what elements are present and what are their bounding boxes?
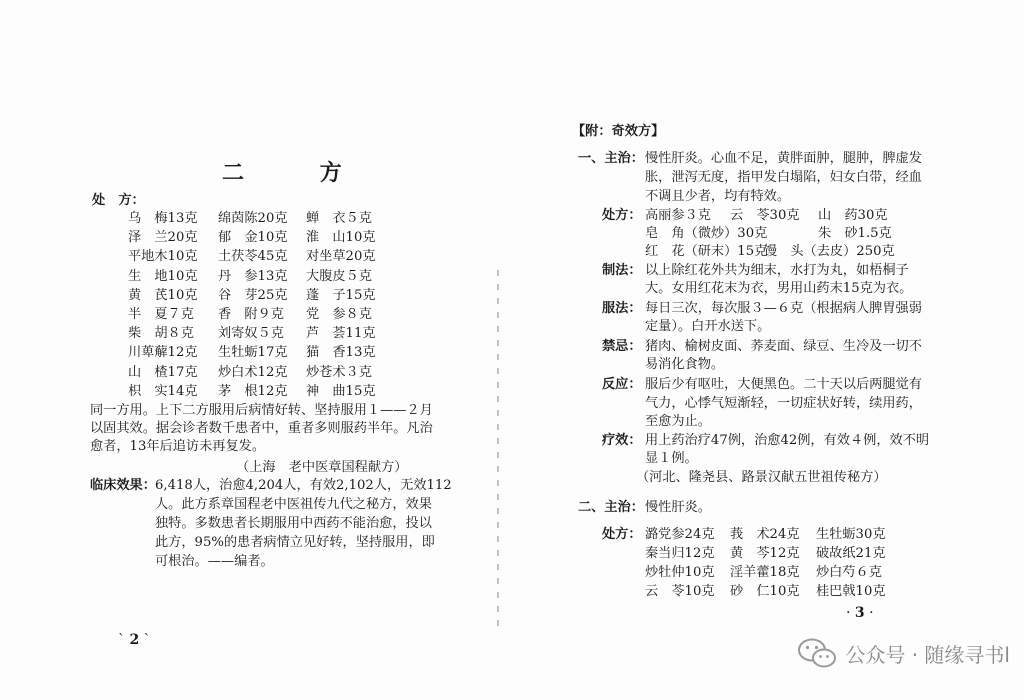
method-line: 以上除红花外共为细末，水打为丸，如梧桐子 [645,263,909,278]
prescription-label: 处 方： [92,193,145,208]
page-number: ` 2 ˋ [118,632,151,648]
herb-item: 泽 兰20克 [128,230,198,246]
herb-item: 莪 术24克 [730,527,800,542]
taboo-line: 猪肉、榆树皮面、荞麦面、绿豆、生冷及一切不 [645,339,922,354]
herb-item: 猫 香13克 [306,345,376,361]
herb-item: 黄 芪10克 [128,287,198,303]
left-page [0,0,505,700]
rx2-label: 处方： [602,527,642,542]
herb-item: 蝉 衣５克 [306,211,372,226]
indication-line: 胀，泄泻无度，指甲发白塌陷，妇女白带，经血 [645,170,922,185]
effect-line: 用上药治疗47例，治愈42例，有效４例，效不明 [645,433,930,448]
taboo-label: 禁忌： [602,339,642,354]
method-label: 制法： [602,263,642,278]
herb-item: 土茯苓45克 [218,249,288,265]
method-line: 大。女用红花末为衣，男用山药末15克为衣。 [645,281,913,296]
herb-item: 秦当归12克 [645,546,715,561]
clinical-label: 临床效果： [90,478,156,493]
herb-item: 黄 芩12克 [730,546,800,561]
herb-item: 破故纸21克 [816,546,886,561]
reaction-line: 服后少有呕吐，大便黑色。二十天以后两腿觉有 [645,377,922,392]
dose-line: 定量）。白开水送下。 [645,319,771,334]
watermark-text: 公众号 · 随缘寻书l [845,642,1010,667]
rx-item: 馒 头（去皮）250克 [764,244,895,259]
herb-item: 绵茵陈20克 [218,211,288,226]
indication-line: 不调且少者，均有特效。 [645,189,791,204]
herb-item: 郁 金10克 [218,230,288,246]
rx1-label: 处方： [602,208,642,223]
section2-label: 二、主治： [578,500,644,515]
herb-item: 茅 根12克 [218,383,288,399]
herb-item: 云 苓10克 [645,584,715,599]
page-number: · 3 · [846,605,874,621]
clinical-line: 可根治。——编者。 [155,554,274,569]
herb-item: 桂巴戟10克 [816,584,886,599]
rx-item: 云 苓30克 [730,208,800,223]
herb-item: 川萆薢12克 [128,345,198,361]
dose-label: 服法： [602,301,642,316]
herb-item: 砂 仁10克 [730,584,800,599]
herb-item: 柴 胡８克 [128,326,194,342]
herb-item: 淫羊藿18克 [730,565,800,580]
herb-item: 对坐草20克 [306,249,376,265]
herb-item: 生 地10克 [128,268,198,284]
herb-item: 香 附９克 [218,307,284,322]
effect-line: 显１例。 [645,451,698,466]
herb-item: 生牡蛎30克 [816,527,886,542]
wechat-icon [797,637,837,669]
page-title: 二 方 [222,160,376,186]
herb-item: 炒苍术３克 [306,364,372,380]
rx-item: 朱 砂1.5克 [818,226,892,241]
herb-item: 潞党参24克 [645,527,715,542]
herb-item: 山 楂17克 [128,364,198,380]
clinical-line: 此方，95%的患者病情立见好转，坚持服用，即 [155,535,435,550]
rx-item: 皂 角（微炒）30克 [645,226,768,241]
herb-item: 党 参８克 [306,307,372,322]
rx-item: 高丽参３克 [645,208,711,223]
herb-item: 炒白芍６克 [816,565,882,580]
effect-label: 疗效： [602,433,642,448]
herb-item: 刘寄奴５克 [218,326,284,342]
herb-item: 炒牡仲10克 [645,565,715,580]
rx-item: 红 花（研末）15克 [645,244,768,259]
herb-item: 大腹皮５克 [306,268,372,284]
reaction-label: 反应： [602,377,642,392]
indication-line: 慢性肝炎。心血不足，黄胖面肿，腿肿，脾虚发 [645,151,922,166]
para-line: 同一方用。上下二方服用后病情好转、坚持服用１——２月 [90,403,433,418]
source-credit: （河北、隆尧县、路景汉献五世祖传秘方） [636,470,887,485]
herb-item: 蓬 子15克 [306,287,376,303]
clinical-line: 6,418人，治愈4,204人，有效2,102人，无效112 [155,478,452,493]
herb-item: 淮 山10克 [306,230,376,246]
herb-item: 枳 实14克 [128,383,198,399]
reaction-line: 气力，心悸气短渐轻，一切症状好转，续用药， [645,396,922,411]
clinical-line: 人。此方系章国程老中医祖传九代之秘方，效果 [155,497,432,512]
herb-item: 乌 梅13克 [128,211,198,226]
herb-item: 炒白术12克 [218,364,288,380]
dose-line: 每日三次，每次服３—６克（根据病人脾胃强弱 [645,301,922,316]
para-line: 愈者，13年后追访未再复发。 [90,439,266,454]
indication-line: 慢性肝炎。 [645,500,711,515]
herb-item: 生牡蛎17克 [218,345,288,361]
reaction-line: 至愈为止。 [645,414,711,429]
herb-item: 神 曲15克 [306,383,376,399]
herb-item: 谷 芽25克 [218,287,288,303]
clinical-line: 独特。多数患者长期服用中西药不能治愈，投以 [155,516,432,531]
source-credit: （上海 老中医章国程献方） [236,460,408,475]
right-page [508,0,1024,700]
herb-item: 芦 荟11克 [306,326,376,342]
herb-item: 平地木10克 [128,249,198,265]
rx-item: 山 药30克 [818,208,888,223]
section1-label: 一、主治： [578,151,644,166]
herb-item: 丹 参13克 [218,268,288,284]
watermark [797,637,1010,669]
appendix-header: 【附：奇效方】 [572,124,665,139]
herb-item: 半 夏７克 [128,307,194,322]
taboo-line: 易消化食物。 [645,357,725,372]
para-line: 以固其效。据会诊者数千患者中，重者多则服药半年。凡治 [90,421,433,436]
